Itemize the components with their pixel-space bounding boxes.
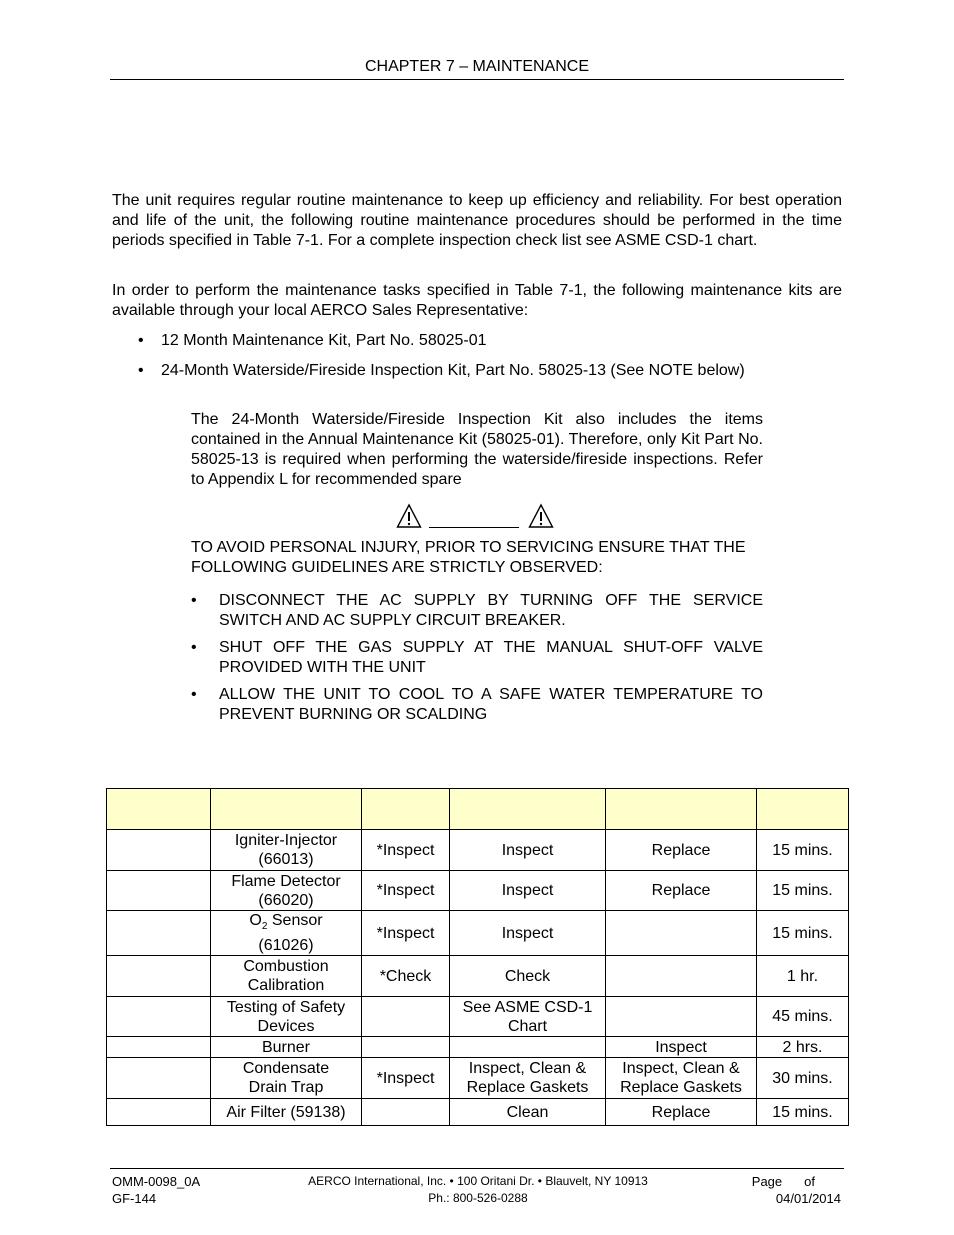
cell (606, 911, 757, 956)
chapter-title: CHAPTER 7 – MAINTENANCE (364, 58, 590, 75)
time-cell: 15 mins. (757, 871, 849, 911)
list-item: • SHUT OFF THE GAS SUPPLY AT THE MANUAL SHUT-OFF VALVE PROVIDED WITH THE UNIT (191, 639, 763, 676)
item-cell: Air Filter (59138) (211, 1099, 362, 1126)
intro-paragraph-2: In order to perform the maintenance tasks specified in Table 7-1, the following maintenance kits are available through your local AERCO Sales Representative: (112, 282, 842, 319)
doc-code: GF-144 (112, 1191, 157, 1206)
time-cell: 15 mins. (757, 911, 849, 956)
footer-rule (110, 1168, 844, 1169)
cell: Replace (606, 830, 757, 871)
table-row (107, 997, 849, 1037)
table-header-row (107, 789, 849, 830)
bullet-icon: • (138, 362, 144, 379)
warning-heading (396, 503, 556, 531)
intro-paragraph-1: The unit requires regular routine maintenance to keep up efficiency and reliability. For best operation and life of the unit, the following routine maintenance procedures should be performed in the time periods specified in Table 7-1. For a complete inspection check list see ASME CSD-1 chart. (112, 192, 842, 249)
list-item: • ALLOW THE UNIT TO COOL TO A SAFE WATER TEMPERATURE TO PREVENT BURNING OR SCALDING (191, 686, 763, 723)
warning-triangle-icon (528, 503, 554, 529)
cell: Replace (606, 871, 757, 911)
item-cell: Combustion Calibration (211, 956, 362, 997)
bullet-icon: • (191, 686, 197, 703)
item-cell: Igniter-Injector (66013) (211, 830, 362, 871)
table-header-cell (606, 789, 757, 830)
warning-triangle-icon (396, 503, 422, 529)
cell: *Inspect (362, 871, 450, 911)
cell: Inspect (450, 830, 606, 871)
time-cell: 2 hrs. (757, 1037, 849, 1058)
company-address: AERCO International, Inc. • 100 Oritani Dr. • Blauvelt, NY 10913 (308, 1174, 648, 1188)
item-cell: $O_2$ Sensor (61026) (211, 911, 362, 956)
table-row (107, 1099, 849, 1126)
bullet-icon: • (138, 332, 144, 349)
cell: Inspect (450, 871, 606, 911)
table-row (107, 1058, 849, 1099)
table-header-cell (107, 789, 211, 830)
table-header-cell (362, 789, 450, 830)
table-row (107, 911, 849, 956)
time-cell: 15 mins. (757, 1099, 849, 1126)
footer-company-info (250, 1173, 706, 1207)
cell: *Inspect (362, 911, 450, 956)
item-cell: Flame Detector (66020) (211, 871, 362, 911)
item-cell: Testing of Safety Devices (211, 997, 362, 1037)
table-header-cell (757, 789, 849, 830)
cell: *Inspect (362, 1058, 450, 1099)
cell (362, 997, 450, 1037)
item-cell: Condensate Drain Trap (211, 1058, 362, 1099)
warning-text: TO AVOID PERSONAL INJURY, PRIOR TO SERVICING ENSURE THAT THE FOLLOWING GUIDELINES ARE STRICTLY OBSERVED: (191, 539, 746, 576)
cell (606, 956, 757, 997)
kit-list (112, 331, 842, 391)
cell (606, 997, 757, 1037)
time-cell: 30 mins. (757, 1058, 849, 1099)
table-row (107, 1037, 849, 1058)
header-rule (110, 79, 844, 80)
time-cell: 15 mins. (757, 830, 849, 871)
doc-number: OMM-0098_0A (112, 1174, 201, 1189)
warning-list (191, 591, 763, 732)
cell: Check (450, 956, 606, 997)
cell (362, 1037, 450, 1058)
cell: Inspect, Clean & Replace Gaskets (450, 1058, 606, 1099)
table-row (107, 830, 849, 871)
doc-date: 04/01/2014 (775, 1191, 841, 1206)
company-phone: Ph.: 800-526-0288 (428, 1191, 528, 1205)
list-item: • 24-Month Waterside/Fireside Inspection Kit, Part No. 58025-13 (See NOTE below) (138, 362, 745, 379)
time-cell: 1 hr. (757, 956, 849, 997)
cell: Inspect, Clean & Replace Gaskets (606, 1058, 757, 1099)
cell: Clean (450, 1099, 606, 1126)
footer-doc-info (112, 1173, 200, 1207)
cell (362, 1099, 450, 1126)
heading-blank-line (429, 527, 519, 528)
page-number: Page of (751, 1174, 815, 1189)
cell: Inspect (450, 911, 606, 956)
cell: *Check (362, 956, 450, 997)
bullet-icon: • (191, 639, 197, 656)
list-item: • DISCONNECT THE AC SUPPLY BY TURNING OFF THE SERVICE SWITCH AND AC SUPPLY CIRCUIT BREAKER. (191, 592, 763, 629)
table-row (107, 871, 849, 911)
table-header-cell (211, 789, 362, 830)
cell: *Inspect (362, 830, 450, 871)
maintenance-schedule-table (106, 788, 849, 1126)
cell: Replace (606, 1099, 757, 1126)
item-cell: Burner (211, 1037, 362, 1058)
footer-page-info (700, 1173, 841, 1207)
note-text: The 24-Month Waterside/Fireside Inspection Kit also includes the items contained in the Annual Maintenance Kit (58025-01). Therefore, only Kit Part No. 58025-13 is required when performing the waterside/fireside inspections. Refer to Appendix L for recommended spare (191, 411, 763, 488)
cell (450, 1037, 606, 1058)
cell: See ASME CSD-1 Chart (450, 997, 606, 1037)
time-cell: 45 mins. (757, 997, 849, 1037)
table-row (107, 956, 849, 997)
list-item: • 12 Month Maintenance Kit, Part No. 58025-01 (138, 332, 487, 349)
bullet-icon: • (191, 592, 197, 609)
cell: Inspect (606, 1037, 757, 1058)
table-header-cell (450, 789, 606, 830)
